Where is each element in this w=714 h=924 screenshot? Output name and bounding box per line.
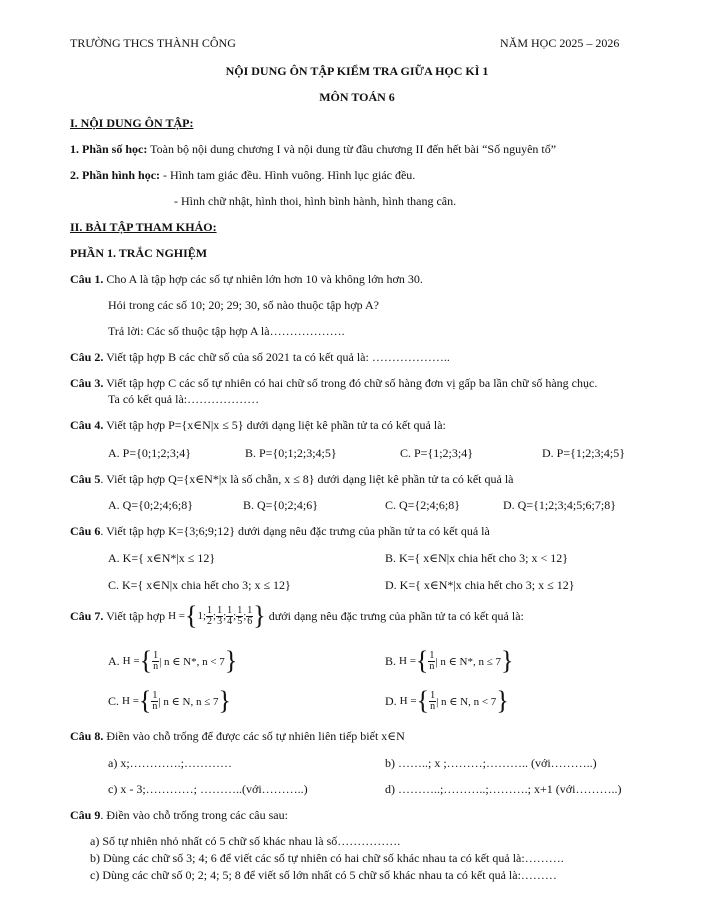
q8-label: Câu 8. <box>70 729 104 743</box>
q7-option-b: B. H = { $\frac{1}{n}$ | n ∈ N*, n ≤ 7 } <box>385 646 514 675</box>
q1-answer-line: Trả lời: Các số thuộc tập hợp A là………………. <box>108 324 345 338</box>
geo-text1: - Hình tam giác đều. Hình vuông. Hình lục giác đều. <box>160 168 416 182</box>
q3-text: Viết tập hợp C các số tự nhiên có hai chữ số trong đó chữ số hàng đơn vị gấp ba lần chữ số hàng chục. <box>103 376 598 390</box>
q7-option-d: D. H = { $\frac{1}{n}$ | n ∈ N, n < 7 } <box>385 686 509 715</box>
left-brace-icon: { <box>415 646 429 675</box>
q4-option-d: D. P={1;2;3;4;5} <box>542 446 625 460</box>
geo-label: 2. Phần hình học: <box>70 168 161 182</box>
q7-text-pre: Viết tập hợp <box>103 608 169 623</box>
arith-text: Toàn bộ nội dung chương I và nội dung từ đầu chương II đến hết bài “Số nguyên tố” <box>147 142 557 156</box>
arith-line <box>70 142 556 157</box>
q7-set-h: H = { 1; $\frac{1}{2}$ ; $\frac{1}{3}$ ; $\frac{1}{4}$ ; $\frac{1}{5}$ ; $\frac{1}{6}$ } <box>168 601 266 630</box>
left-brace-icon: { <box>416 686 430 715</box>
q1-label: Câu 1. <box>70 272 104 286</box>
q4-text: Viết tập hợp P={x∈N|x ≤ 5} dưới dạng liệt kê phần tử ta có kết quả là: <box>103 418 446 432</box>
q7-option-a: A. H = { $\frac{1}{n}$ | n ∈ N*, n < 7 } <box>108 646 238 675</box>
q3-line2: Ta có kết quả là:……………… <box>108 392 260 406</box>
right-brace-icon: } <box>500 646 514 675</box>
q9-item-c: c) Dùng các chữ số 0; 2; 4; 5; 8 để viết số lớn nhất có 5 chữ số khác nhau ta có kết quả là:……… <box>90 868 557 882</box>
q7-frac-3: $\frac{1}{4}$ <box>227 604 233 627</box>
right-brace-icon: } <box>253 601 266 630</box>
part1-heading: PHẦN 1. TRẮC NGHIỆM <box>70 246 208 260</box>
question-6 <box>70 524 490 539</box>
q7-set-first: 1; <box>197 610 207 622</box>
section1-heading: I. NỘI DUNG ÔN TẬP: <box>70 116 194 130</box>
q1-text: Cho A là tập hợp các số tự nhiên lớn hơn 10 và không lớn hơn 30. <box>103 272 423 286</box>
question-9 <box>70 808 288 823</box>
section2-heading: II. BÀI TẬP THAM KHẢO: <box>70 220 217 234</box>
q4-option-c: C. P={1;2;3;4} <box>400 446 473 460</box>
q6-label: Câu 6 <box>70 524 101 538</box>
q7-label: Câu 7. <box>70 608 104 623</box>
question-3 <box>70 376 597 391</box>
arith-label: 1. Phần số học: <box>70 142 148 156</box>
school-year: NĂM HỌC 2025 – 2026 <box>500 36 620 50</box>
right-brace-icon: } <box>496 686 509 715</box>
q8-item-a: a) x;………….;………… <box>108 756 232 770</box>
left-brace-icon: { <box>139 646 153 675</box>
q4-label: Câu 4. <box>70 418 104 432</box>
q6-option-a: A. K={ x∈N*|x ≤ 12} <box>108 551 216 565</box>
q4-option-b: B. P={0;1;2;3;4;5} <box>245 446 337 460</box>
question-1 <box>70 272 423 287</box>
q5-option-b: B. Q={0;2;4;6} <box>243 498 318 512</box>
q9-label: Câu 9 <box>70 808 101 822</box>
question-5 <box>70 472 514 487</box>
q7-option-c: C. H = { $\frac{1}{n}$ | n ∈ N, n ≤ 7 } <box>108 686 231 715</box>
q7-frac-1: $\frac{1}{2}$ <box>207 604 213 627</box>
right-brace-icon: } <box>224 646 238 675</box>
left-brace-icon: { <box>138 686 152 715</box>
q9-item-b: b) Dùng các chữ số 3; 4; 6 để viết các số tự nhiên có hai chữ số khác nhau ta có kết quả là:………. <box>90 851 564 865</box>
question-8 <box>70 729 405 744</box>
question-2 <box>70 350 450 365</box>
document-title: NỘI DUNG ÔN TẬP KIỂM TRA GIỮA HỌC KÌ 1 <box>225 64 489 78</box>
q4-option-a: A. P={0;1;2;3;4} <box>108 446 191 460</box>
q6-option-b: B. K={ x∈N|x chia hết cho 3; x < 12} <box>385 551 568 565</box>
geo-text2: - Hình chữ nhật, hình thoi, hình bình hành, hình thang cân. <box>174 194 457 208</box>
q7-frac-2: $\frac{1}{3}$ <box>217 604 223 627</box>
q5-text: . Viết tập hợp Q={x∈N*|x là số chẵn, x ≤ 8} dưới dạng liệt kê phần tử ta có kết quả là <box>100 472 514 486</box>
q5-option-a: A. Q={0;2;4;6;8} <box>108 498 193 512</box>
q9-item-a: a) Số tự nhiên nhỏ nhất có 5 chữ số khác nhau là số……………. <box>90 834 401 848</box>
q8-text: Điền vào chỗ trống để được các số tự nhiên liên tiếp biết x∈N <box>103 729 405 743</box>
q8-item-d: d) ………..;………..;……….; x+1 (với………..) <box>385 782 622 796</box>
q1-line2: Hỏi trong các số 10; 20; 29; 30, số nào thuộc tập hợp A? <box>108 298 379 312</box>
q2-label: Câu 2. <box>70 350 104 364</box>
right-brace-icon: } <box>218 686 231 715</box>
q5-option-d: D. Q={1;2;3;4;5;6;7;8} <box>503 498 616 512</box>
subject-title: MÔN TOÁN 6 <box>319 90 395 104</box>
q7-frac-5: $\frac{1}{6}$ <box>247 604 253 627</box>
q7-set-name: H = <box>168 610 185 622</box>
q8-item-b: b) ……..; x ;………;……….. (với………..) <box>385 756 597 770</box>
q7-frac-4: $\frac{1}{5}$ <box>237 604 243 627</box>
geo-line <box>70 168 415 183</box>
q7-text-post: dưới dạng nêu đặc trưng của phần tử ta có kết quả là: <box>265 608 524 623</box>
q5-option-c: C. Q={2;4;6;8} <box>385 498 460 512</box>
q5-label: Câu 5 <box>70 472 101 486</box>
school-name: TRƯỜNG THCS THÀNH CÔNG <box>70 36 236 50</box>
q2-text: Viết tập hợp B các chữ số của số 2021 ta có kết quả là: ……………….. <box>103 350 450 364</box>
q9-text: . Điền vào chỗ trống trong các câu sau: <box>100 808 288 822</box>
question-4 <box>70 418 446 433</box>
q3-label: Câu 3. <box>70 376 104 390</box>
question-7 <box>70 603 524 629</box>
q6-text: . Viết tập hợp K={3;6;9;12} dưới dạng nêu đặc trưng của phần tử ta có kết quả là <box>100 524 490 538</box>
q6-option-d: D. K={ x∈N*|x chia hết cho 3; x ≤ 12} <box>385 578 575 592</box>
q8-item-c: c) x - 3;…………; ………..(với………..) <box>108 782 308 796</box>
q6-option-c: C. K={ x∈N|x chia hết cho 3; x ≤ 12} <box>108 578 291 592</box>
left-brace-icon: { <box>184 601 198 630</box>
